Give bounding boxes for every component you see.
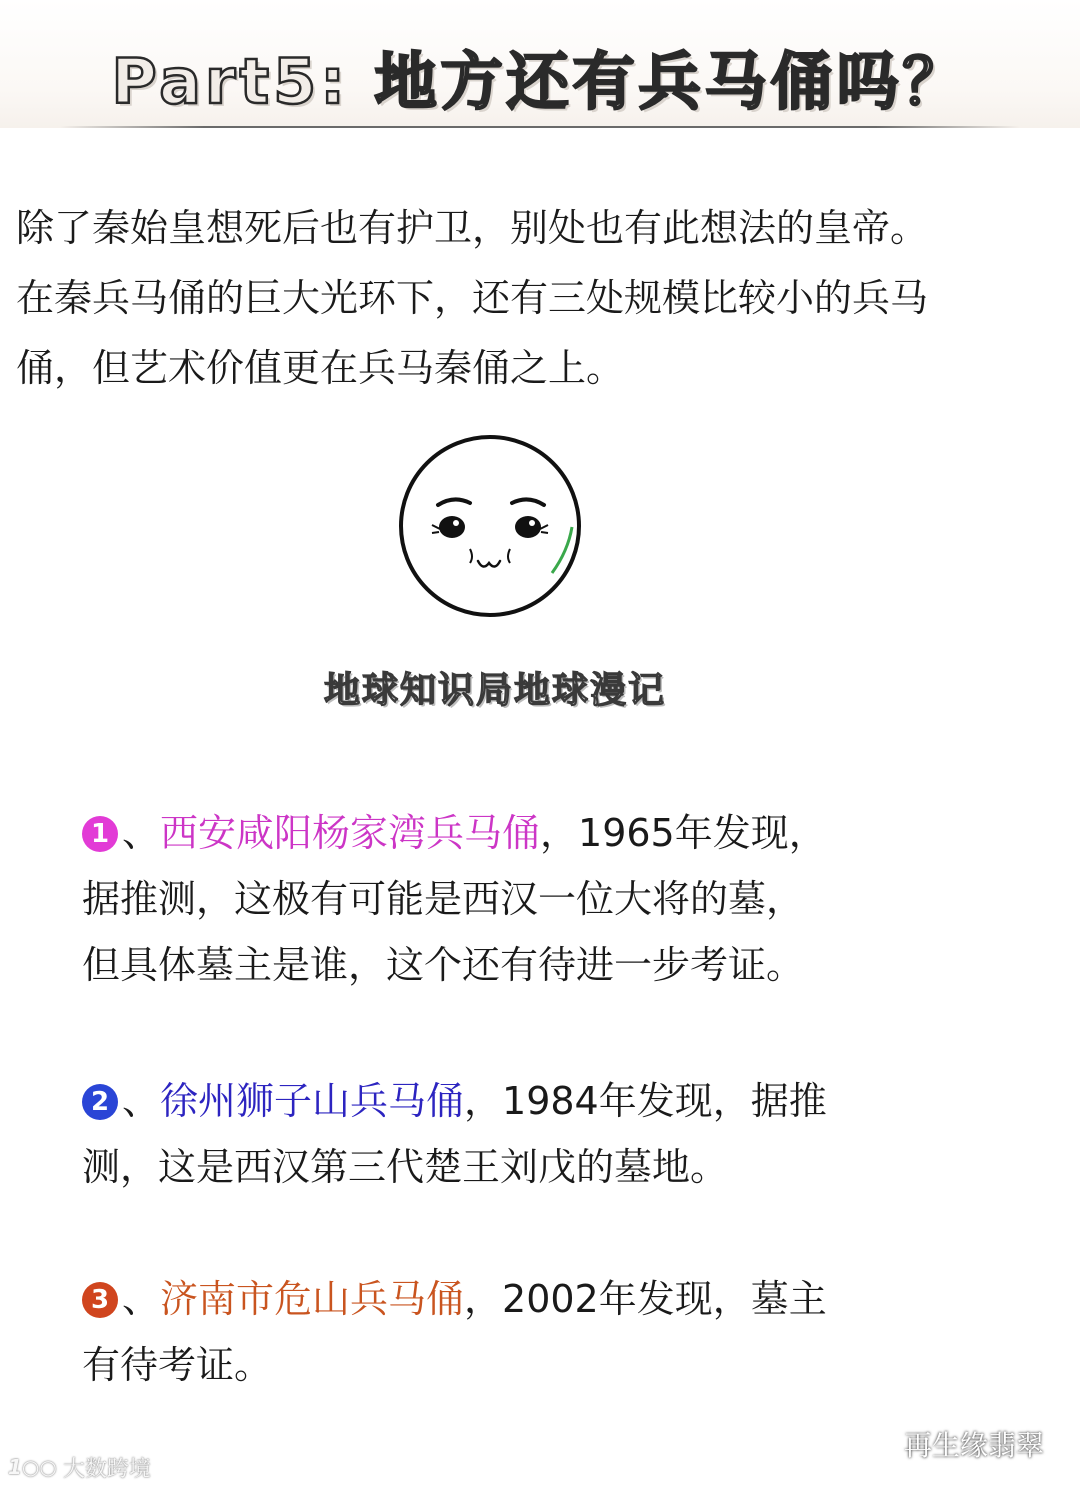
brand-logo: 1○○ xyxy=(8,1455,57,1479)
brand-watermark xyxy=(8,1452,151,1482)
item-highlight: 济南市危山兵马俑 xyxy=(160,1277,465,1321)
item-line: 测，这是西汉第三代楚王刘戊的墓地。 xyxy=(82,1145,729,1189)
intro-line: 俑，但艺术价值更在兵马秦俑之上。 xyxy=(16,346,625,390)
wechat-icon xyxy=(856,1427,894,1461)
brand-name: 大数跨境 xyxy=(62,1456,151,1482)
item-first-line-rest: ，2002年发现，墓主 xyxy=(464,1277,827,1321)
item-first-line xyxy=(82,1068,982,1134)
list-item xyxy=(82,1068,982,1200)
page-title: Part5: 地方还有兵马俑吗？ xyxy=(111,45,969,118)
item-highlight: 徐州狮子山兵马俑 xyxy=(160,1079,465,1123)
cartoon-face-icon xyxy=(396,433,584,619)
item-first-line-rest: ，1984年发现，据推 xyxy=(464,1079,827,1123)
wechat-account-name: 再生缘翡翠 xyxy=(903,1429,1044,1462)
intro-line: 除了秦始皇想死后也有护卫，别处也有此想法的皇帝。 xyxy=(16,206,929,250)
intro-paragraph xyxy=(16,193,1076,403)
item-line: 有待考证。 xyxy=(82,1343,273,1387)
item-highlight: 西安咸阳杨家湾兵马俑 xyxy=(160,811,541,855)
number-badge: 3 xyxy=(82,1282,118,1318)
list-item xyxy=(82,1266,982,1398)
number-badge: 2 xyxy=(82,1084,118,1120)
item-separator: 、 xyxy=(122,811,161,855)
number-badge: 1 xyxy=(82,816,118,852)
wechat-watermark xyxy=(856,1424,1044,1464)
item-first-line-rest: ，1965年发现， xyxy=(540,811,827,855)
center-watermark: 地球知识局地球漫记 xyxy=(323,670,666,711)
intro-line: 在秦兵马俑的巨大光环下，还有三处规模比较小的兵马 xyxy=(16,276,929,320)
title-divider xyxy=(60,126,1020,128)
item-line: 据推测，这极有可能是西汉一位大将的墓， xyxy=(82,877,805,921)
item-separator: 、 xyxy=(122,1079,161,1123)
item-first-line xyxy=(82,800,982,866)
item-separator: 、 xyxy=(122,1277,161,1321)
item-first-line xyxy=(82,1266,982,1332)
list-item xyxy=(82,800,982,998)
item-line: 但具体墓主是谁，这个还有待进一步考证。 xyxy=(82,943,805,987)
